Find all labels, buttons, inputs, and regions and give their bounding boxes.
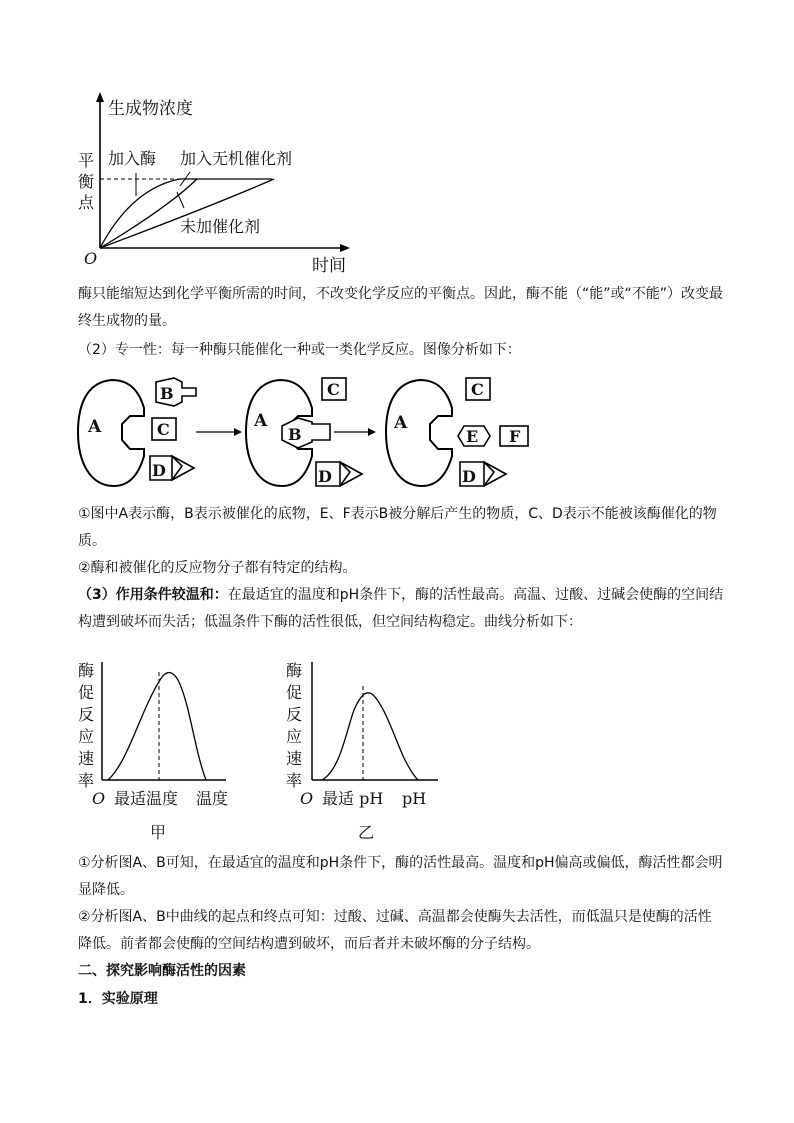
- svg-text:率: 率: [78, 771, 95, 790]
- ph-curve-chart: [286, 661, 438, 842]
- reaction-curve-figure: [72, 88, 362, 280]
- molecule-d-3: [460, 462, 506, 486]
- enzyme-label-1: A: [88, 417, 102, 437]
- curve-enzyme-label: 加入酶: [108, 149, 157, 168]
- molecule-c-3: [466, 378, 490, 400]
- paragraph-specificity: （2）专一性：每一种酶只能催化一种或一类化学反应。图像分析如下：: [78, 342, 521, 358]
- svg-text:E: E: [466, 427, 479, 446]
- caption-right: 乙: [358, 823, 375, 842]
- svg-text:C: C: [471, 380, 484, 399]
- molecule-c-1: [152, 418, 176, 440]
- enzyme-after: [386, 380, 452, 486]
- svg-text:D: D: [318, 467, 332, 486]
- svg-text:B: B: [288, 425, 302, 444]
- svg-text:速: 速: [78, 749, 95, 768]
- caption-left: 甲: [150, 823, 167, 842]
- svg-text:率: 率: [286, 771, 303, 790]
- origin-label: O: [84, 249, 98, 268]
- paragraph-analysis-2: ②分析图A、B中曲线的起点和终点可知：过酸、过碱、高温都会使酶失去活性，而低温只是使酶的活性降低。前者都会使酶的空间结构遭到破坏，而后者并未破坏酶的分子结构。: [78, 909, 712, 952]
- svg-text:促: 促: [78, 683, 95, 702]
- molecule-c-2: [322, 378, 346, 400]
- paragraph-diagram-explanation: ①图中A表示酶，B表示被催化的底物，E、F表示B被分解后产生的物质，C、D表示不能被该酶催化的物质。: [78, 506, 717, 549]
- svg-text:C: C: [157, 420, 170, 439]
- equilibrium-label-2: 衡: [78, 172, 95, 191]
- section-heading-2: 二、探究影响酶活性的因素: [78, 963, 246, 979]
- y-axis-label-left: [78, 661, 94, 790]
- svg-text:C: C: [327, 380, 340, 399]
- tick-optimum-temperature: 最适温度: [114, 789, 179, 808]
- svg-text:反: 反: [286, 705, 303, 724]
- svg-text:速: 速: [286, 749, 303, 768]
- temperature-curve-chart: [78, 661, 228, 842]
- svg-text:D: D: [462, 467, 476, 486]
- substrate-b-1: [156, 378, 196, 406]
- molecule-d-1: [150, 456, 194, 480]
- product-e: [458, 426, 490, 446]
- svg-text:B: B: [160, 384, 174, 403]
- svg-text:反: 反: [78, 705, 95, 724]
- svg-text:D: D: [152, 461, 166, 480]
- specificity-diagram: [78, 370, 548, 496]
- curve-inorganic-label: 加入无机催化剂: [180, 149, 293, 168]
- y-axis-label-right: [286, 661, 302, 790]
- equilibrium-label-3: 点: [78, 193, 95, 212]
- svg-text:酶: 酶: [286, 661, 303, 680]
- origin-right: O: [300, 789, 314, 808]
- arrow-2: [334, 428, 376, 436]
- arrow-1: [196, 428, 242, 436]
- svg-text:酶: 酶: [78, 661, 95, 680]
- paragraph-structure: ②酶和被催化的反应物分子都有特定的结构。: [78, 560, 357, 576]
- subsection-heading-1: 1．实验原理: [78, 991, 158, 1007]
- x-axis-temperature: 温度: [196, 789, 229, 808]
- paragraph-analysis-1: ①分析图A、B可知，在最适宜的温度和pH条件下，酶的活性最高。温度和pH偏高或偏低，酶活性都会明显降低。: [78, 855, 723, 898]
- enzyme-label-3: A: [394, 413, 408, 433]
- equilibrium-label-1: 平: [78, 151, 95, 170]
- origin-left: O: [92, 789, 106, 808]
- paragraph-conditions: [78, 582, 724, 636]
- activity-curves-figure: [78, 652, 448, 852]
- tick-optimum-ph: 最适 pH: [322, 789, 384, 808]
- molecule-d-2: [316, 462, 362, 486]
- x-axis-ph: pH: [402, 789, 427, 808]
- paragraph-equilibrium: 酶只能缩短达到化学平衡所需的时间，不改变化学反应的平衡点。因此，酶不能（“能”或“不能”）改变最终生成物的量。: [78, 286, 724, 329]
- svg-text:F: F: [509, 427, 521, 446]
- enzyme-label-2: A: [254, 411, 268, 431]
- conditions-title: （3）作用条件较温和：: [78, 587, 228, 603]
- svg-text:应: 应: [78, 727, 95, 746]
- svg-text:应: 应: [286, 727, 303, 746]
- curve-none-label: 未加催化剂: [180, 217, 261, 236]
- enzyme-before: [78, 380, 144, 486]
- product-f: [500, 426, 528, 446]
- x-axis-label: 时间: [312, 256, 346, 276]
- svg-text:促: 促: [286, 683, 303, 702]
- conditions-text: 在最适宜的温度和pH条件下，酶的活性最高。高温、过酸、过碱会使酶的空间结构遭到破坏而失活；低温条件下酶的活性很低，但空间结构稳定。曲线分析如下：: [78, 587, 724, 630]
- y-axis-label: 生成物浓度: [108, 99, 193, 119]
